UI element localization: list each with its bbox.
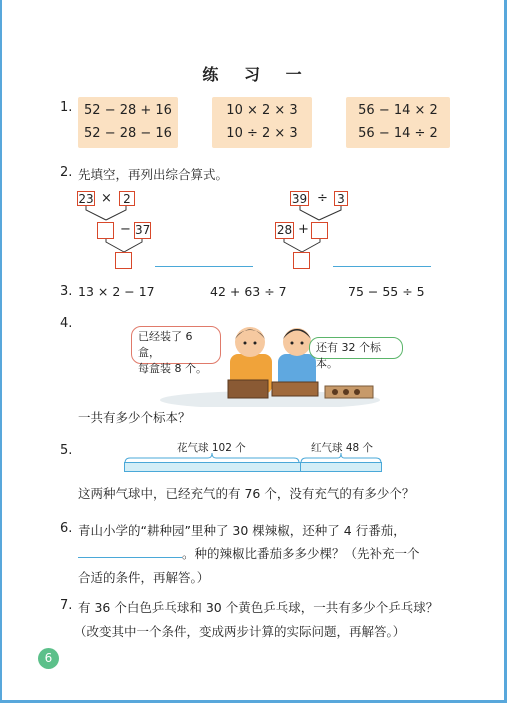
q4-speech-bubble-left <box>131 326 221 375</box>
q5-bar-red-balloons <box>300 462 382 472</box>
q2-left-box-b: 2 <box>119 191 135 206</box>
q1-box3-line2: 56 − 14 ÷ 2 <box>358 126 438 141</box>
q6-number: 6. <box>60 521 73 536</box>
q5-label-flower-balloons: 花气球 102 个 <box>177 442 246 454</box>
q1-box-3 <box>346 97 450 148</box>
q6-fill-in-blank[interactable] <box>78 557 182 558</box>
q2-right-blank-2[interactable] <box>293 252 310 269</box>
q2-left-op1: × <box>101 191 112 206</box>
q5-label-red-balloons: 红气球 48 个 <box>311 442 374 454</box>
q4-question: 一共有多少个标本？ <box>78 410 191 425</box>
q3-item-2: 42 + 63 ÷ 7 <box>210 284 287 299</box>
q2-number: 2. <box>60 165 73 180</box>
q6-line2: 。种的辣椒比番茄多多少棵？（先补充一个 <box>182 546 420 561</box>
q6-line3: 合适的条件，再解答。） <box>78 570 210 585</box>
q5-number: 5. <box>60 443 73 458</box>
q2-left-blank-2[interactable] <box>115 252 132 269</box>
page-number-badge: 6 <box>38 648 59 669</box>
q2-right-box-a: 39 <box>291 192 308 206</box>
q1-box1-line1: 52 − 28 + 16 <box>84 103 172 118</box>
q2-left-box-a: 23 <box>78 192 94 206</box>
q1-box-1 <box>78 97 178 148</box>
q2-right-box-b: 3 <box>334 191 348 206</box>
q2-left-answer-line[interactable] <box>155 266 253 267</box>
q3-item-3: 75 − 55 ÷ 5 <box>348 284 425 299</box>
q2-right-blank-1[interactable] <box>311 222 328 239</box>
q2-right-box-c: 28 <box>276 223 293 237</box>
page-title: 练 习 一 <box>202 65 312 84</box>
q3-item-1: 13 × 2 − 17 <box>78 284 155 299</box>
q7-number: 7. <box>60 598 73 613</box>
q2-left-box-c: 37 <box>135 223 151 237</box>
q4-bubble-left-line2: 每盒装 8 个。 <box>138 362 207 375</box>
q6-line1: 青山小学的“耕种园”里种了 30 棵辣椒，还种了 4 行番茄， <box>78 523 406 538</box>
q4-number: 4. <box>60 316 73 331</box>
q1-number: 1. <box>60 100 73 115</box>
q1-box2-line1: 10 × 2 × 3 <box>226 103 298 118</box>
q3-number: 3. <box>60 284 73 299</box>
q1-box-2 <box>212 97 312 148</box>
q1-box1-line2: 52 − 28 − 16 <box>84 126 172 141</box>
q2-right-answer-line[interactable] <box>333 266 431 267</box>
q7-line2: （改变其中一个条件，变成两步计算的实际问题，再解答。） <box>74 624 406 639</box>
q4-bubble-left-line1: 已经装了 6 盒， <box>138 330 193 359</box>
q5-bar-flower-balloons <box>124 462 301 472</box>
q2-right-op1: ÷ <box>317 191 328 206</box>
q2-right-op2: + <box>298 222 309 237</box>
q5-question: 这两种气球中，已经充气的有 76 个，没有充气的有多少个？ <box>78 486 415 501</box>
q2-left-blank-1[interactable] <box>97 222 114 239</box>
q1-box2-line2: 10 ÷ 2 × 3 <box>226 126 298 141</box>
q7-line1: 有 36 个白色乒乓球和 30 个黄色乒乓球，一共有多少个乒乓球？ <box>78 600 439 615</box>
q4-speech-bubble-right: 还有 32 个标本。 <box>309 337 403 359</box>
q2-left-op2: − <box>120 222 131 237</box>
q1-box3-line1: 56 − 14 × 2 <box>358 103 438 118</box>
q2-instruction: 先填空，再列出综合算式。 <box>78 167 229 182</box>
